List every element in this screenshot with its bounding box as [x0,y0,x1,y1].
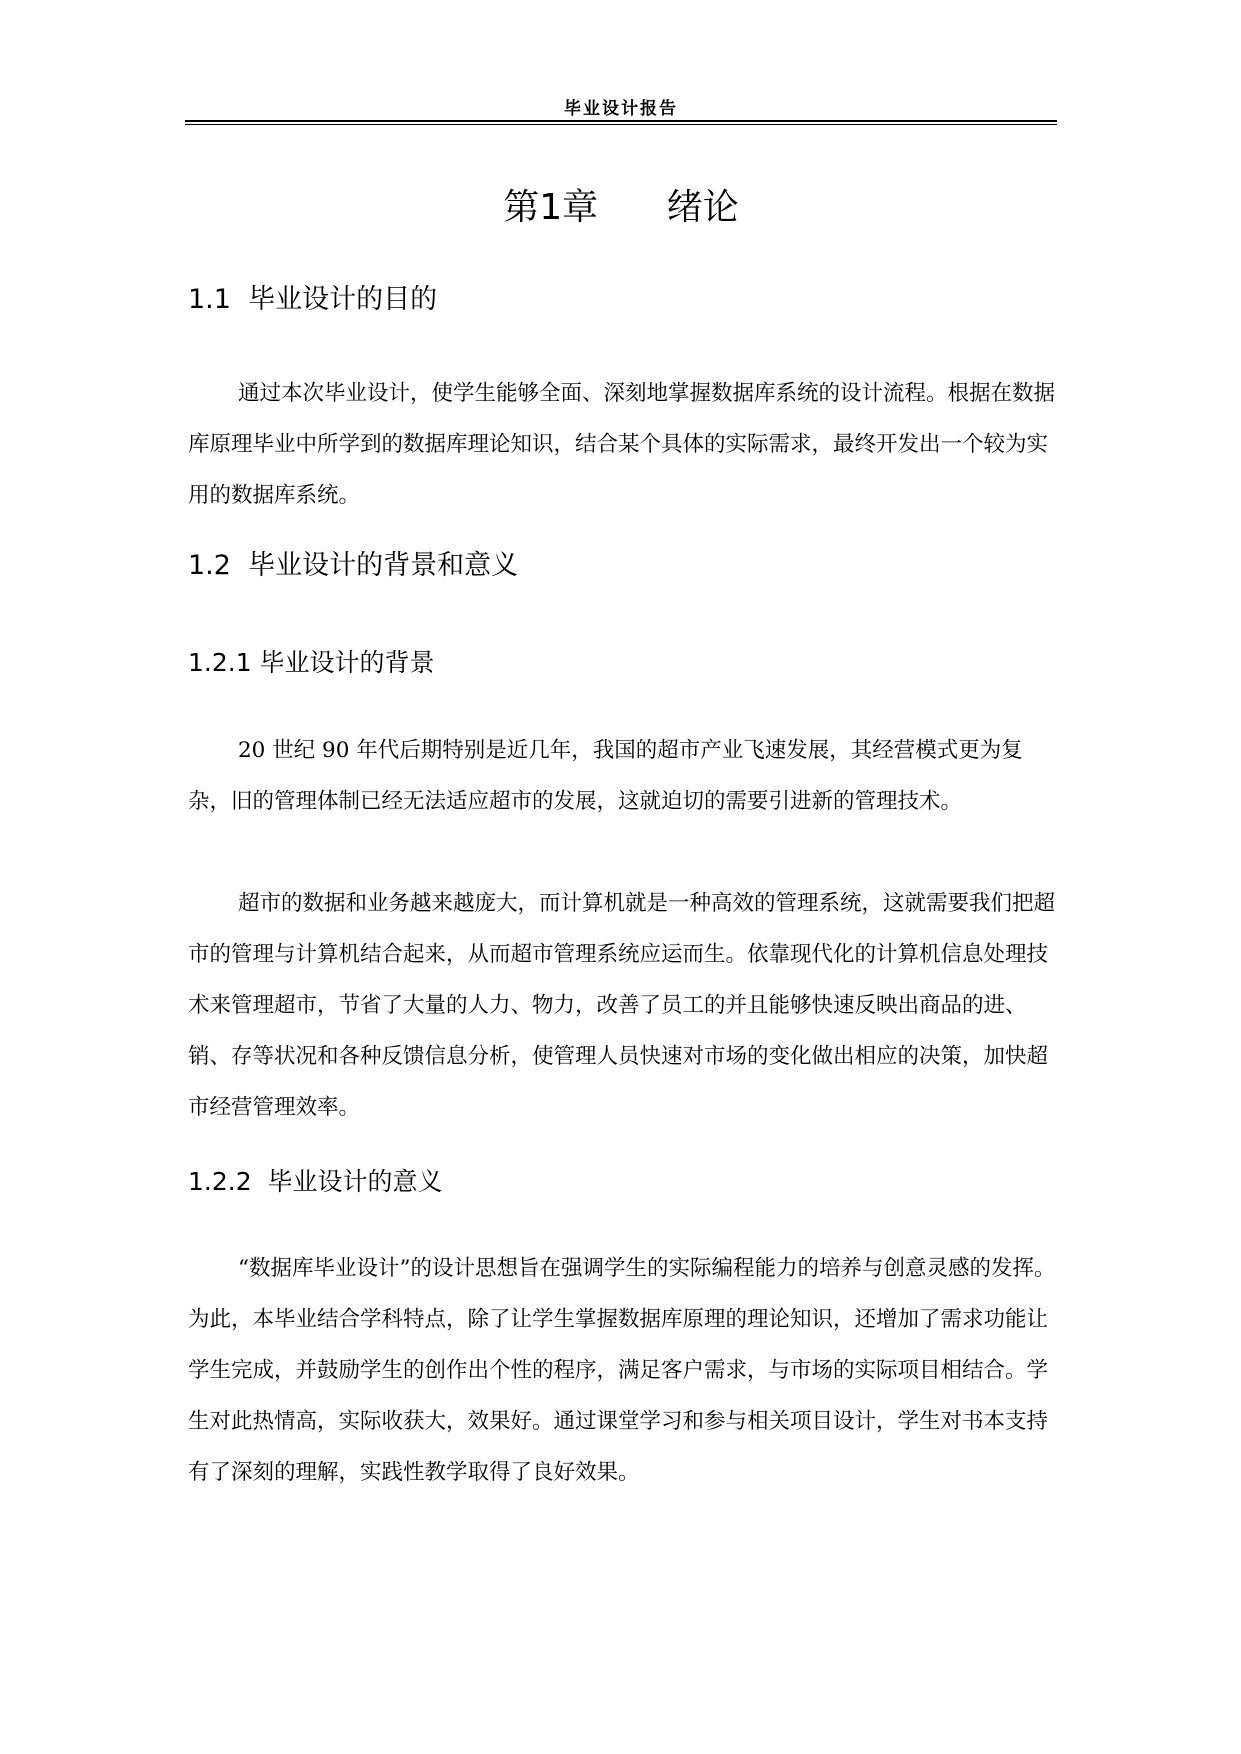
header-rule-thin [185,124,1057,125]
chapter-title: 第1章 绪论 [503,187,739,228]
section-heading-1-2-1: 1.2.1 毕业设计的背景 [188,648,435,677]
header-rule-thick [185,120,1057,122]
section-1-2-1-paragraph-2: 超市的数据和业务越来越庞大，而计算机就是一种高效的管理系统，这就需要我们把超市的管理与计算机结合起来，从而超市管理系统应运而生。依靠现代化的计算机信息处理技术来管理超市，节省了大量的人力、物力，改善了员工的并且能够快速反映出商品的进、销、存等状况和各种反馈信息分析，使管理人员快速对市场的变化做出相应的决策，加快超市经营管理效率。 [188,891,1056,1120]
header-title: 毕业设计报告 [564,99,678,119]
section-1-2-1-paragraph-1: 20 世纪 90 年代后期特别是近几年，我国的超市产业飞速发展，其经营模式更为复杂，旧的管理体制已经无法适应超市的发展，这就迫切的需要引进新的管理技术。 [188,738,1023,814]
section-heading-1-2: 1.2 毕业设计的背景和意义 [188,550,519,581]
section-heading-1-2-2: 1.2.2 毕业设计的意义 [188,1167,443,1196]
section-1-1-paragraph: 通过本次毕业设计，使学生能够全面、深刻地掌握数据库系统的设计流程。根据在数据库原理毕业中所学到的数据库理论知识，结合某个具体的实际需求，最终开发出一个较为实用的数据库系统。 [188,381,1056,508]
page-header [185,84,1057,124]
section-1-2-2-paragraph: “数据库毕业设计”的设计思想旨在强调学生的实际编程能力的培养与创意灵感的发挥。为此，本毕业结合学科特点，除了让学生掌握数据库原理的理论知识，还增加了需求功能让学生完成，并鼓励学生的创作出个性的程序，满足客户需求，与市场的实际项目相结合。学生对此热情高，实际收获大，效果好。通过课堂学习和参与相关项目设计，学生对书本支持有了深刻的理解，实践性教学取得了良好效果。 [188,1256,1056,1485]
section-heading-1-1: 1.1 毕业设计的目的 [188,284,438,315]
